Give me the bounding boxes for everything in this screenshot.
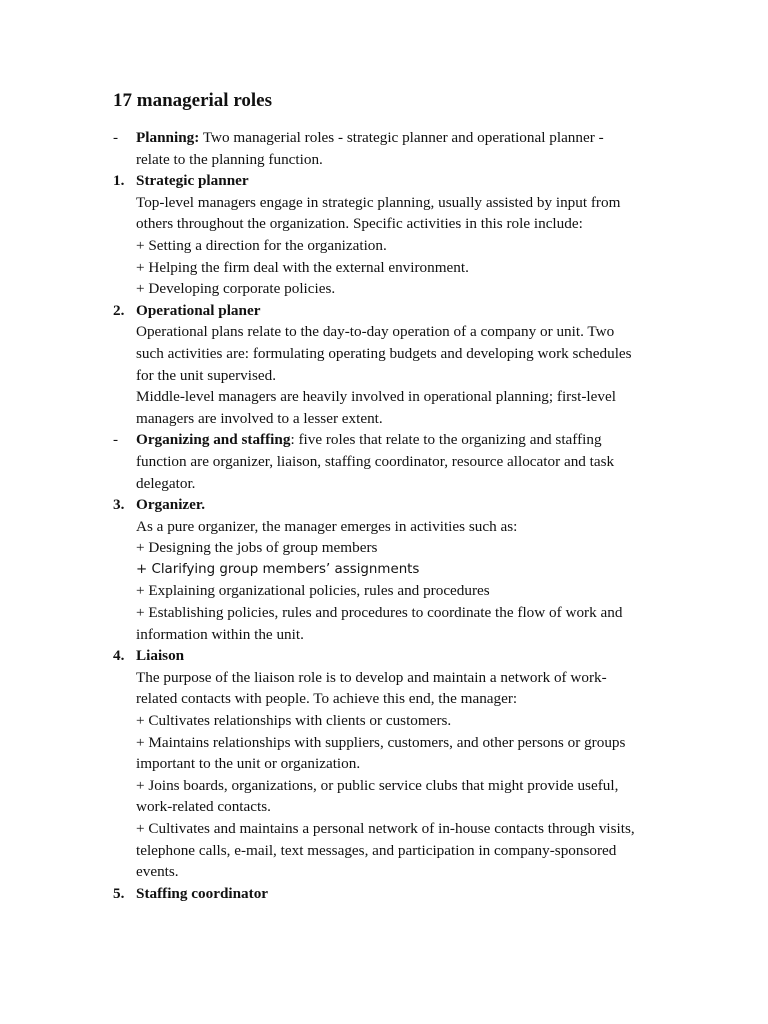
section-heading: Strategic planner [136,172,249,190]
document-body [113,127,673,904]
plus-list-item: + Setting a direction for the organization. [136,236,387,254]
paragraph-line: others throughout the organization. Specific activities in this role include: [136,215,583,233]
organizing-text: : five roles that relate to the organizing and staffing [290,431,602,449]
paragraph-line: events. [136,863,179,881]
section-heading: Staffing coordinator [136,884,269,902]
organizing-staffing-bullet [113,429,673,494]
paragraph-line: information within the unit. [136,625,304,643]
section-number: 5. [113,884,125,902]
planning-heading: Planning: [136,129,200,146]
planning-function-bullet [113,127,673,170]
dash-marker: - [113,129,119,146]
page-title: 17 managerial roles [113,90,273,111]
paragraph-line: such activities are: formulating operating budgets and developing work schedules [136,344,632,362]
plus-list-item: + Establishing policies, rules and procedures to coordinate the flow of work and [136,604,623,622]
section-heading: Organizer. [136,496,206,514]
section-liaison [113,645,673,883]
section-operational-planer [113,300,673,430]
plus-list-item: + Cultivates and maintains a personal network of in-house contacts through visits, [136,820,635,837]
plus-list-item: + Cultivates relationships with clients or customers. [136,712,452,730]
paragraph-line: Operational plans relate to the day-to-day operation of a company or unit. Two [136,323,615,341]
dash-marker: - [113,431,119,449]
paragraph-line: Top-level managers engage in strategic planning, usually assisted by input from [136,193,621,211]
section-organizer [113,494,673,645]
section-heading: Liaison [136,647,185,665]
plus-list-item: + Maintains relationships with suppliers, customers, and other persons or groups [136,733,626,751]
organizing-heading: Organizing and staffing [136,431,291,449]
plus-list-item: + Joins boards, organizations, or public service clubs that might provide useful, [136,776,619,794]
plus-list-item: + Clarifying group members’ assignments [136,561,420,577]
paragraph-line: important to the unit or organization. [136,755,361,773]
section-number: 3. [113,496,125,514]
paragraph-line: Middle-level managers are heavily involved in operational planning; first-level [136,388,616,406]
paragraph-line: As a pure organizer, the manager emerges in activities such as: [136,517,518,535]
planning-text: Two managerial roles - strategic planner and operational planner - [199,129,604,146]
paragraph-line: telephone calls, e-mail, text messages, and participation in company-sponsored [136,841,617,859]
plus-list-item: + Developing corporate policies. [136,280,336,298]
organizing-line-2: function are organizer, liaison, staffing coordinator, resource allocator and task [136,452,615,470]
section-number: 4. [113,647,125,665]
paragraph-line: The purpose of the liaison role is to develop and maintain a network of work- [136,668,607,686]
organizing-line-3: delegator. [136,474,196,492]
plus-list-item: + Explaining organizational policies, rules and procedures [136,582,490,600]
section-number: 1. [113,172,125,190]
paragraph-line: for the unit supervised. [136,366,277,384]
organizing-line-1 [136,429,673,451]
paragraph-line: work-related contacts. [136,798,271,816]
section-heading: Operational planer [136,301,261,319]
plus-list-item: + Helping the firm deal with the external environment. [136,258,469,276]
planning-line-2: relate to the planning function. [136,150,323,168]
paragraph-line: managers are involved to a lesser extent. [136,409,383,427]
section-staffing-coordinator [113,883,673,905]
planning-line-1 [136,127,673,149]
plus-list-item: + Designing the jobs of group members [136,539,378,557]
section-strategic-planner [113,170,673,300]
section-number: 2. [113,301,125,319]
paragraph-line: related contacts with people. To achieve this end, the manager: [136,690,518,708]
